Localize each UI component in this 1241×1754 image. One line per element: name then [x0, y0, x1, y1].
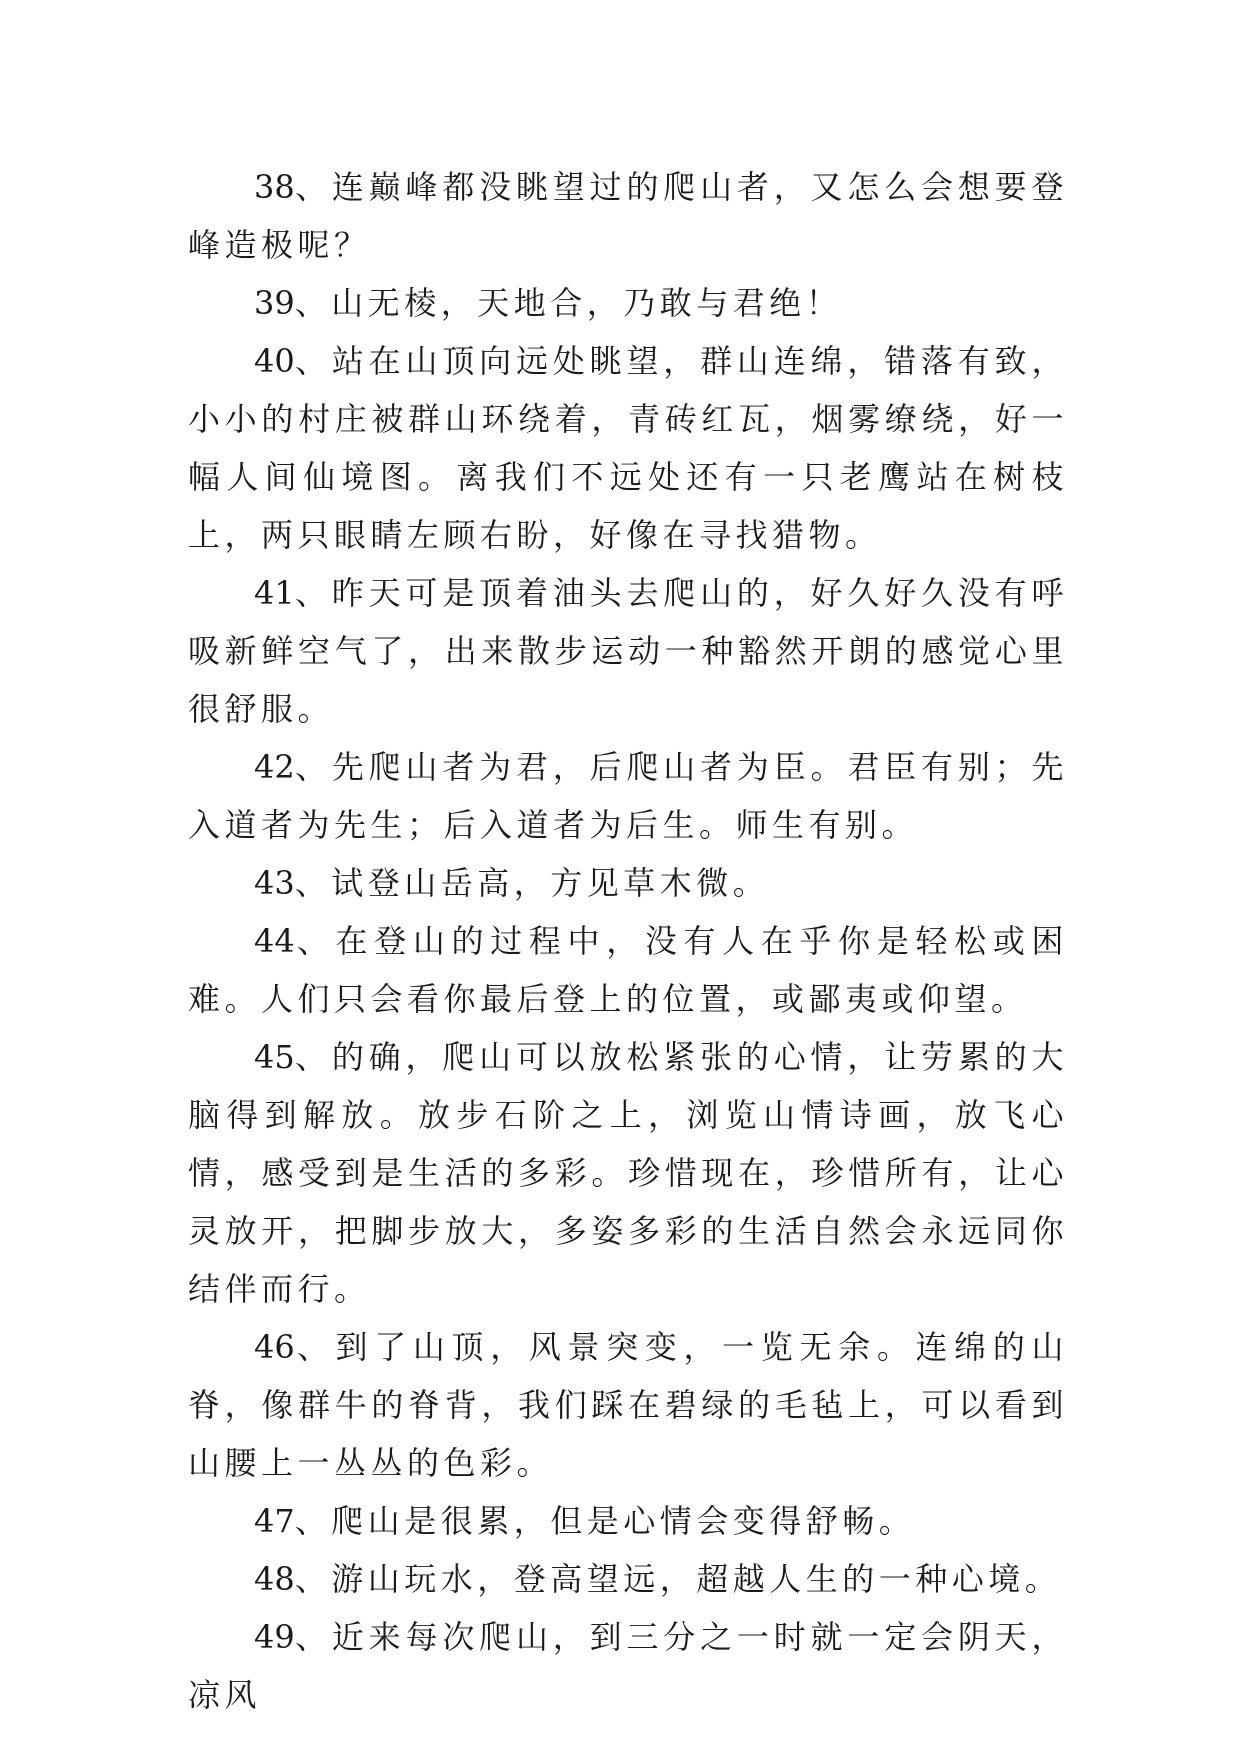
paragraph-46 — [188, 1318, 1068, 1492]
paragraph-number: 47 — [254, 1502, 295, 1540]
paragraph-number: 40 — [254, 342, 295, 380]
paragraph-number: 49 — [254, 1618, 295, 1656]
paragraph-text: 、在登山的过程中，没有人在乎你是轻松或困难。人们只会看你最后登上的位置，或鄙夷或仰望。 — [188, 922, 1068, 1018]
paragraph-number: 46 — [254, 1328, 295, 1366]
paragraph-number: 43 — [254, 864, 295, 902]
paragraph-47 — [188, 1492, 1068, 1550]
paragraph-text: 、到了山顶，风景突变，一览无余。连绵的山脊，像群牛的脊背，我们踩在碧绿的毛毡上，可以看到山腰上一丛丛的色彩。 — [188, 1328, 1068, 1482]
paragraph-text: 、游山玩水，登高望远，超越人生的一种心境。 — [294, 1560, 1062, 1598]
paragraph-48 — [188, 1550, 1068, 1608]
paragraph-49 — [188, 1608, 1068, 1724]
paragraph-39 — [188, 274, 1068, 332]
paragraph-text: 、山无棱，天地合，乃敢与君绝！ — [294, 284, 843, 322]
paragraph-number: 48 — [254, 1560, 295, 1598]
document-body — [188, 158, 1068, 1724]
paragraph-text: 、昨天可是顶着油头去爬山的，好久好久没有呼吸新鲜空气了，出来散步运动一种豁然开朗的感觉心里很舒服。 — [188, 574, 1068, 728]
paragraph-number: 44 — [254, 922, 295, 960]
paragraph-number: 39 — [254, 284, 295, 322]
paragraph-41 — [188, 564, 1068, 738]
paragraph-40 — [188, 332, 1068, 564]
paragraph-text: 、站在山顶向远处眺望，群山连绵，错落有致，小小的村庄被群山环绕着，青砖红瓦，烟雾缭绕，好一幅人间仙境图。离我们不远处还有一只老鹰站在树枝上，两只眼睛左顾右盼，好像在寻找猎物。 — [188, 342, 1068, 554]
paragraph-text: 、连巅峰都没眺望过的爬山者，又怎么会想要登峰造极呢？ — [188, 168, 1068, 264]
paragraph-text: 、爬山是很累，但是心情会变得舒畅。 — [294, 1502, 916, 1540]
paragraph-text: 、先爬山者为君，后爬山者为臣。君臣有别；先入道者为先生；后入道者为后生。师生有别。 — [188, 748, 1068, 844]
paragraph-text: 、试登山岳高，方见草木微。 — [294, 864, 770, 902]
paragraph-number: 41 — [254, 574, 295, 612]
paragraph-45 — [188, 1028, 1068, 1318]
paragraph-number: 38 — [254, 168, 295, 206]
paragraph-38 — [188, 158, 1068, 274]
paragraph-44 — [188, 912, 1068, 1028]
paragraph-43 — [188, 854, 1068, 912]
paragraph-text: 、的确，爬山可以放松紧张的心情，让劳累的大脑得到解放。放步石阶之上，浏览山情诗画，放飞心情，感受到是生活的多彩。珍惜现在，珍惜所有，让心灵放开，把脚步放大，多姿多彩的生活自然会永远同你结伴而行。 — [188, 1038, 1068, 1308]
paragraph-42 — [188, 738, 1068, 854]
paragraph-number: 42 — [254, 748, 295, 786]
paragraph-number: 45 — [254, 1038, 295, 1076]
paragraph-text: 、近来每次爬山，到三分之一时就一定会阴天，凉风 — [188, 1618, 1068, 1714]
